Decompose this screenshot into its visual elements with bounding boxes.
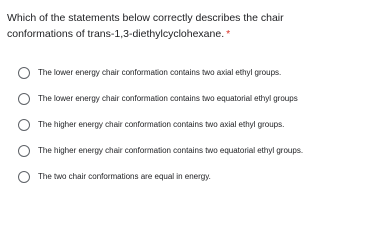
option-4[interactable] bbox=[18, 138, 362, 164]
option-3[interactable] bbox=[18, 112, 362, 138]
option-label: The higher energy chair conformation contains two axial ethyl groups. bbox=[38, 120, 285, 129]
radio-button-icon[interactable] bbox=[18, 67, 30, 79]
option-label: The lower energy chair conformation contains two axial ethyl groups. bbox=[38, 68, 282, 77]
radio-button-icon[interactable] bbox=[18, 171, 30, 183]
question-text bbox=[7, 11, 352, 42]
option-label: The two chair conformations are equal in energy. bbox=[38, 172, 211, 181]
option-label: The higher energy chair conformation contains two equatorial ethyl groups. bbox=[38, 146, 304, 155]
required-asterisk: * bbox=[226, 27, 231, 40]
option-5[interactable] bbox=[18, 164, 362, 190]
option-2[interactable] bbox=[18, 86, 362, 112]
question-prompt: Which of the statements below correctly describes the chair conformations of trans-1,3-diethylcyclohexane. bbox=[7, 12, 284, 40]
option-label: The lower energy chair conformation contains two equatorial ethyl groups bbox=[38, 94, 298, 103]
radio-button-icon[interactable] bbox=[18, 145, 30, 157]
answer-options bbox=[18, 60, 362, 190]
option-1[interactable] bbox=[18, 60, 362, 86]
radio-button-icon[interactable] bbox=[18, 119, 30, 131]
radio-button-icon[interactable] bbox=[18, 93, 30, 105]
